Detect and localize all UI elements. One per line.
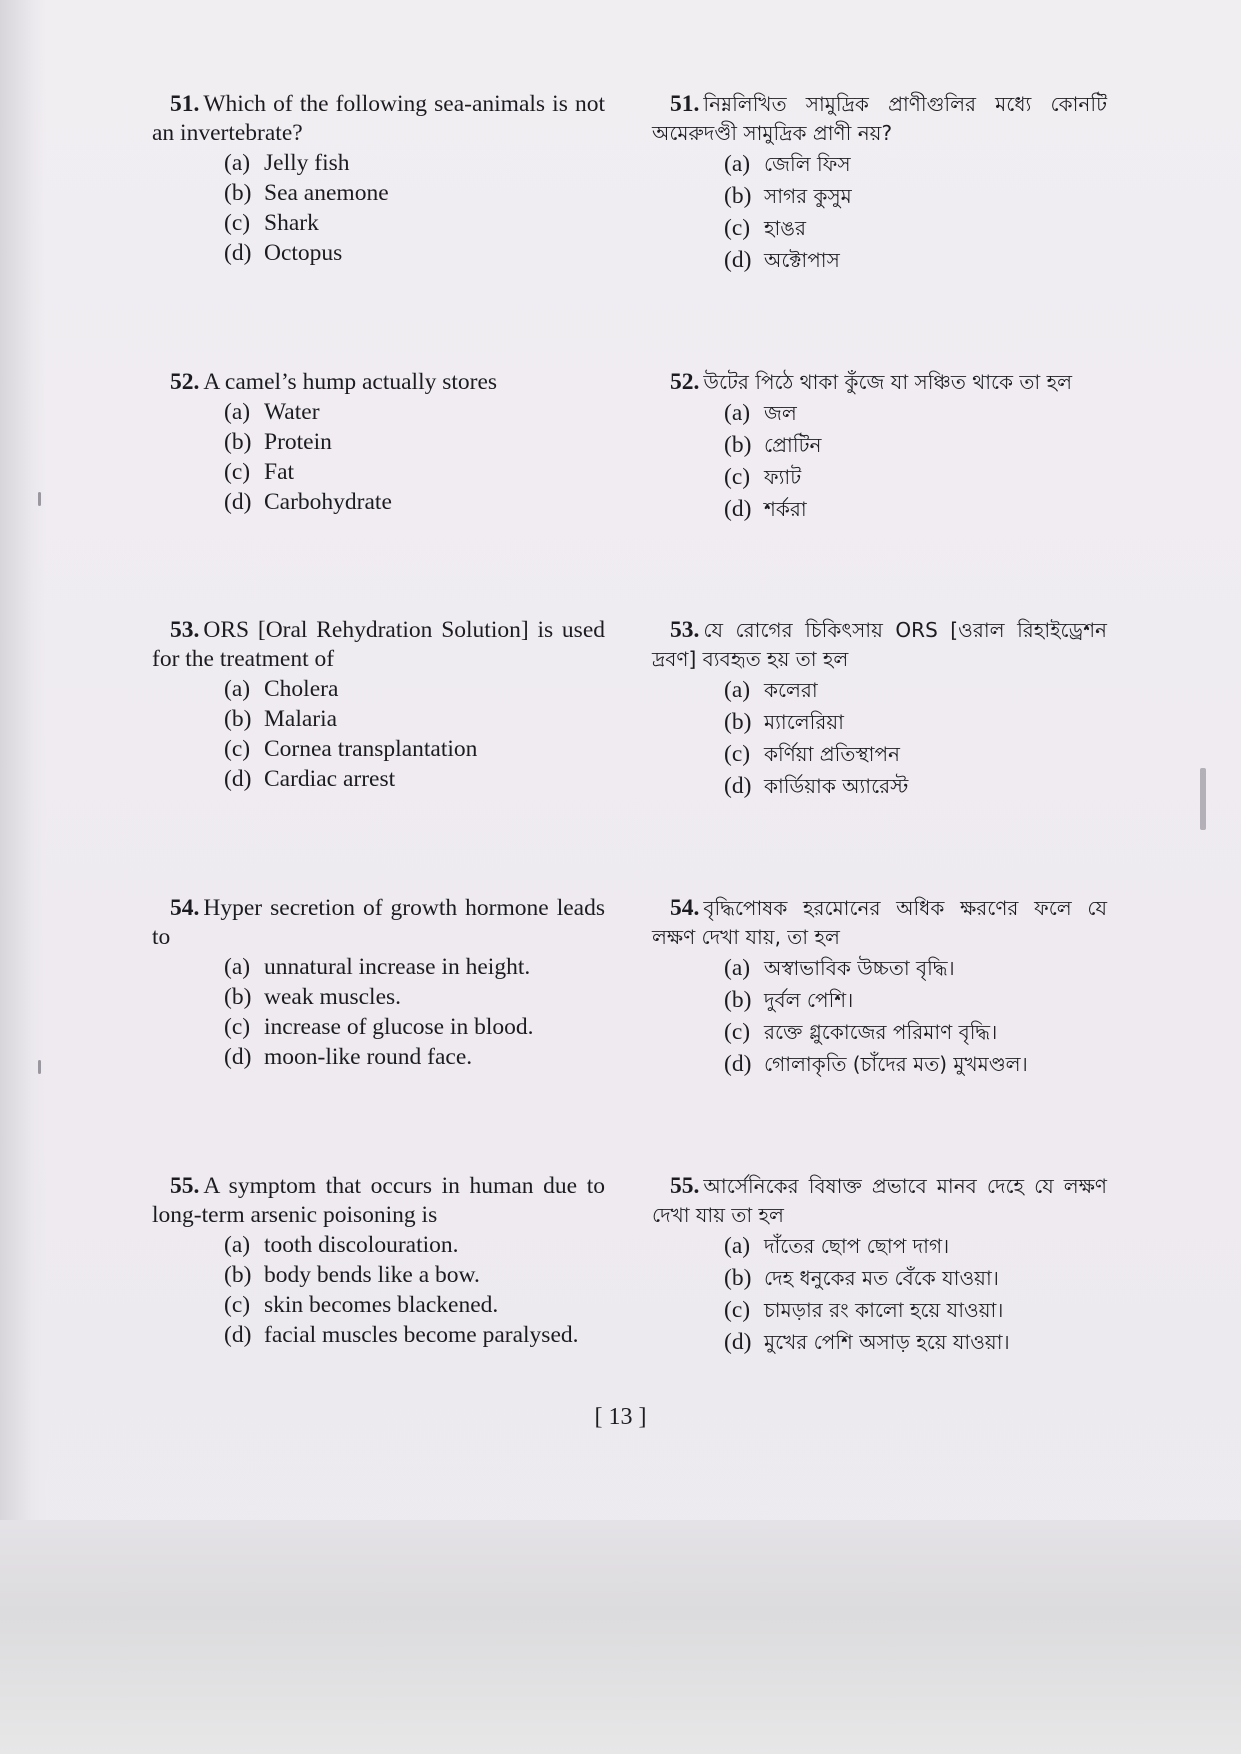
question-stem: 53. ORS [Oral Rehydration Solution] is used for the treatment of bbox=[152, 617, 605, 672]
question-stem: 54. Hyper secretion of growth hormone leads to bbox=[152, 895, 605, 950]
option-c: (c) Shark bbox=[224, 210, 319, 236]
question-53-bn bbox=[652, 616, 1107, 802]
option-list bbox=[652, 1230, 1107, 1358]
option-b: (b) ম্যালেরিয়া bbox=[724, 709, 844, 735]
option-a: (a) কলেরা bbox=[724, 677, 818, 703]
option-d: (d) Carbohydrate bbox=[224, 489, 392, 515]
question-55-bn bbox=[652, 1172, 1107, 1358]
question-stem: 51. Which of the following sea-animals is not an invertebrate? bbox=[152, 91, 605, 146]
option-c: (c) ফ্যাট bbox=[724, 464, 802, 490]
question-stem: 55. A symptom that occurs in human due to long-term arsenic poisoning is bbox=[152, 1173, 605, 1228]
option-d: (d) moon-like round face. bbox=[224, 1044, 473, 1070]
option-a: (a) দাঁতের ছোপ ছোপ দাগ। bbox=[724, 1233, 950, 1259]
option-b: (b) Malaria bbox=[224, 706, 338, 732]
question-51-en bbox=[152, 90, 605, 268]
option-a: (a) জল bbox=[724, 400, 797, 426]
option-c: (c) skin becomes blackened. bbox=[224, 1292, 499, 1318]
option-b: (b) প্রোটিন bbox=[724, 432, 822, 458]
option-d: (d) facial muscles become paralysed. bbox=[224, 1322, 579, 1348]
option-b: (b) দুর্বল পেশি। bbox=[724, 987, 854, 1013]
option-c: (c) রক্তে গ্লুকোজের পরিমাণ বৃদ্ধি। bbox=[724, 1019, 998, 1045]
option-a: (a) tooth discolouration. bbox=[224, 1232, 459, 1258]
question-52-bn bbox=[652, 368, 1107, 525]
option-a: (a) জেলি ফিস bbox=[724, 151, 851, 177]
option-b: (b) সাগর কুসুম bbox=[724, 183, 852, 209]
option-list bbox=[152, 397, 605, 517]
option-a: (a) Water bbox=[224, 399, 320, 425]
question-54-en bbox=[152, 894, 605, 1072]
option-list bbox=[152, 1230, 605, 1350]
question-stem: 54. বৃদ্ধিপোষক হরমোনের অধিক ক্ষরণের ফলে যে লক্ষণ দেখা যায়, তা হল bbox=[652, 895, 1107, 949]
option-c: (c) চামড়ার রং কালো হয়ে যাওয়া। bbox=[724, 1297, 1004, 1323]
option-list bbox=[152, 674, 605, 794]
option-d: (d) কার্ডিয়াক অ্যারেস্ট bbox=[724, 773, 909, 799]
question-stem: 52. A camel’s hump actually stores bbox=[170, 369, 498, 395]
option-b: (b) weak muscles. bbox=[224, 984, 402, 1010]
question-stem: 51. নিম্নলিখিত সামুদ্রিক প্রাণীগুলির মধ্যে কোনটি অমেরুদণ্ডী সামুদ্রিক প্রাণী নয়? bbox=[652, 91, 1107, 145]
option-b: (b) Sea anemone bbox=[224, 180, 389, 206]
option-d: (d) অক্টোপাস bbox=[724, 247, 840, 273]
option-c: (c) হাঙর bbox=[724, 215, 806, 241]
option-c: (c) কর্ণিয়া প্রতিস্থাপন bbox=[724, 741, 900, 767]
question-51-bn bbox=[652, 90, 1107, 276]
question-54-bn bbox=[652, 894, 1107, 1080]
clip-mark bbox=[1200, 768, 1206, 830]
option-list bbox=[652, 148, 1107, 276]
option-d: (d) গোলাকৃতি (চাঁদের মত) মুখমণ্ডল। bbox=[724, 1051, 1028, 1077]
question-53-en bbox=[152, 616, 605, 794]
option-a: (a) অস্বাভাবিক উচ্চতা বৃদ্ধি। bbox=[724, 955, 955, 981]
page-bottom-strip bbox=[0, 1520, 1241, 1754]
option-list bbox=[152, 952, 605, 1072]
option-list bbox=[152, 148, 605, 268]
binding-shadow bbox=[0, 0, 46, 1754]
option-c: (c) Cornea transplantation bbox=[224, 736, 478, 762]
question-stem: 52. উটের পিঠে থাকা কুঁজে যা সঞ্চিত থাকে তা হল bbox=[670, 369, 1072, 395]
option-b: (b) দেহ ধনুকের মত বেঁকে যাওয়া। bbox=[724, 1265, 999, 1291]
option-d: (d) শর্করা bbox=[724, 496, 807, 522]
binding-mark-2 bbox=[38, 1060, 41, 1074]
option-a: (a) unnatural increase in height. bbox=[224, 954, 531, 980]
option-c: (c) Fat bbox=[224, 459, 295, 485]
option-list bbox=[652, 397, 1107, 525]
option-d: (d) Cardiac arrest bbox=[224, 766, 396, 792]
option-d: (d) মুখের পেশি অসাড় হয়ে যাওয়া। bbox=[724, 1329, 1010, 1355]
option-a: (a) Jelly fish bbox=[224, 150, 350, 176]
question-52-en bbox=[152, 368, 605, 517]
option-c: (c) increase of glucose in blood. bbox=[224, 1014, 534, 1040]
option-d: (d) Octopus bbox=[224, 240, 343, 266]
question-stem: 55. আর্সেনিকের বিষাক্ত প্রভাবে মানব দেহে যে লক্ষণ দেখা যায় তা হল bbox=[652, 1173, 1107, 1227]
question-55-en bbox=[152, 1172, 605, 1350]
option-b: (b) body bends like a bow. bbox=[224, 1262, 480, 1288]
binding-mark-1 bbox=[38, 492, 41, 506]
option-a: (a) Cholera bbox=[224, 676, 339, 702]
option-b: (b) Protein bbox=[224, 429, 332, 455]
option-list bbox=[652, 674, 1107, 802]
page-number: [ 13 ] bbox=[594, 1404, 647, 1430]
question-stem: 53. যে রোগের চিকিৎসায় ORS [ওরাল রিহাইড্রেশন দ্রবণ] ব্যবহৃত হয় তা হল bbox=[652, 617, 1107, 671]
option-list bbox=[652, 952, 1107, 1080]
